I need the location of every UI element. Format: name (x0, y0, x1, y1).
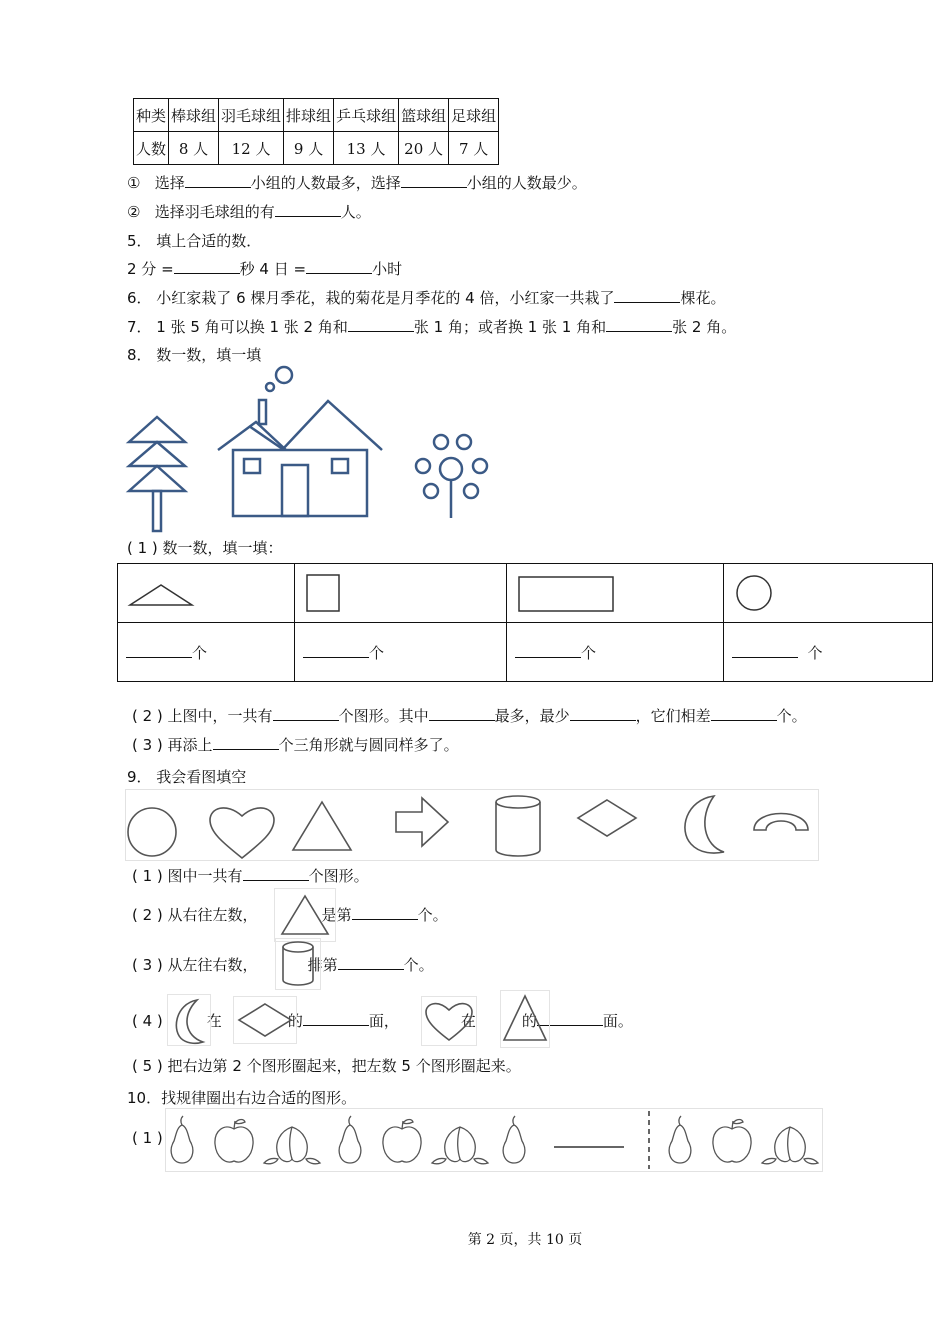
peach-icon (432, 1127, 488, 1164)
answer-blank[interactable] (306, 259, 372, 274)
text: 个。 (403, 956, 434, 974)
text: ，它们相差 (635, 707, 711, 725)
unit-label: 个 (581, 643, 597, 662)
shapes-strip-image (126, 790, 818, 860)
table-row (118, 564, 933, 623)
apple-icon (713, 1120, 751, 1163)
answer-blank[interactable] (303, 643, 369, 658)
unit-label: 个 (807, 643, 823, 662)
fruit-sequence-image (166, 1109, 822, 1171)
pear-icon (171, 1116, 193, 1163)
text: 张 1 角；或者换 1 张 1 角和 (413, 318, 607, 336)
answer-blank[interactable] (401, 173, 467, 188)
text: 排第 (307, 956, 338, 974)
square-icon (303, 571, 343, 615)
crescent-icon (685, 796, 724, 853)
answer-blank[interactable] (515, 643, 581, 658)
answer-blank[interactable] (213, 735, 279, 750)
table-cell: 9 人 (284, 132, 334, 165)
text: 6． 小红家栽了 6 棵月季花，栽的菊花是月季花的 4 倍，小红家一共栽了 (127, 289, 615, 307)
heart-icon (210, 808, 274, 858)
cylinder-icon (496, 796, 540, 856)
text: 最多，最少 (494, 707, 570, 725)
table-cell: 13 人 (334, 132, 399, 165)
table-row (134, 132, 499, 165)
unit-label: 个 (192, 643, 208, 662)
table-cell (724, 623, 933, 682)
triangle-icon (126, 575, 196, 611)
q9-s1 (132, 866, 369, 886)
answer-blank[interactable] (429, 706, 495, 721)
text: ( 2 ) 上图中，一共有 (132, 707, 273, 725)
table-cell (295, 623, 507, 682)
table-header-cell: 棒球组 (169, 99, 219, 132)
answer-blank[interactable] (606, 317, 672, 332)
table-cell (295, 564, 507, 623)
answer-blank[interactable] (348, 317, 414, 332)
q10-sub1: ( 1 ) (132, 1129, 163, 1147)
answer-blank[interactable] (273, 706, 339, 721)
table-header-cell: 乒乓球组 (334, 99, 399, 132)
table-cell: 人数 (134, 132, 169, 165)
text: 小时 (372, 260, 403, 278)
text: ( 2 ) 从右往左数， (132, 906, 258, 924)
text: 面， (368, 1012, 399, 1030)
item-marker: ② (127, 203, 141, 221)
rectangle-icon (515, 571, 619, 615)
pear-icon (669, 1116, 691, 1163)
item-marker: ① (127, 174, 141, 192)
table-cell (507, 564, 724, 623)
diamond-icon (578, 800, 636, 836)
house-icon (218, 367, 382, 516)
q5-line (127, 259, 402, 279)
circle-icon (128, 808, 176, 856)
text: 选择 (154, 174, 185, 192)
text: 7． 1 张 5 角可以换 1 张 2 角和 (127, 318, 348, 336)
circle-icon (732, 571, 776, 615)
text: 选择羽毛球组的有 (154, 203, 275, 221)
table-header-cell: 篮球组 (399, 99, 449, 132)
answer-blank[interactable] (338, 955, 404, 970)
q4-item2 (127, 202, 371, 222)
answer-blank[interactable] (711, 706, 777, 721)
peach-icon (264, 1127, 320, 1164)
text: 个三角形就与圆同样多了。 (278, 736, 459, 754)
table-cell (507, 623, 724, 682)
text: 个图形。 (308, 867, 369, 885)
answer-blank[interactable] (732, 643, 798, 658)
text: 个图形。其中 (338, 707, 429, 725)
triangle-icon (500, 990, 550, 1048)
answer-blank[interactable] (352, 905, 418, 920)
table-header-cell: 羽毛球组 (219, 99, 284, 132)
q10-sequence (165, 1108, 823, 1172)
heart-icon (421, 996, 477, 1046)
answer-blank[interactable] (185, 173, 251, 188)
table-cell: 20 人 (399, 132, 449, 165)
answer-blank[interactable] (275, 202, 341, 217)
answer-blank[interactable] (126, 643, 192, 658)
q8-sub1: ( 1 ) 数一数，填一填： (127, 539, 283, 557)
apple-icon (215, 1120, 253, 1163)
table-cell: 12 人 (219, 132, 284, 165)
text: ( 4 ) (132, 1012, 163, 1030)
table-header-cell: 种类 (134, 99, 169, 132)
text: 在 (460, 1012, 476, 1030)
q8-picture (120, 362, 500, 537)
triangle-icon (274, 888, 336, 942)
page-footer: 第 2 页，共 10 页 (467, 1232, 583, 1248)
q5-title: 5． 填上合适的数． (127, 232, 262, 250)
pear-icon (339, 1116, 361, 1163)
text: 小组的人数最少。 (466, 174, 587, 192)
answer-blank[interactable] (614, 288, 680, 303)
table-header-row (134, 99, 499, 132)
text: 张 2 角。 (672, 318, 737, 336)
answer-blank[interactable] (174, 259, 240, 274)
q4-item1 (127, 173, 587, 193)
diamond-icon (233, 996, 297, 1044)
table-cell (118, 564, 295, 623)
table-cell: 7 人 (449, 132, 499, 165)
text: 是第 (321, 906, 352, 924)
q9-title: 9． 我会看图填空 (127, 768, 247, 786)
text: ( 3 ) 从左往右数， (132, 956, 258, 974)
text: 2 分 = (127, 260, 174, 278)
unit-label: 个 (369, 643, 385, 662)
text: 面。 (602, 1012, 633, 1030)
peach-icon (762, 1127, 818, 1164)
arrow-icon (396, 798, 448, 846)
answer-blank[interactable] (303, 1011, 369, 1026)
q8-sub3 (132, 735, 459, 755)
text: 的 (521, 1012, 537, 1030)
q9-shapes-strip (125, 789, 819, 861)
sports-group-table (133, 98, 499, 165)
q10-title: 10．找规律圈出右边合适的图形。 (127, 1089, 357, 1107)
text: ( 1 ) 图中一共有 (132, 867, 243, 885)
q7 (127, 317, 736, 337)
text: 秒 4 日 = (239, 260, 307, 278)
text: 小组的人数最多，选择 (250, 174, 401, 192)
text: 个。 (417, 906, 448, 924)
q8-title: 8． 数一数，填一填 (127, 346, 262, 364)
table-cell (724, 564, 933, 623)
table-cell: 8 人 (169, 132, 219, 165)
apple-icon (383, 1120, 421, 1163)
text: 的 (287, 1012, 303, 1030)
cylinder-icon (275, 938, 321, 990)
answer-blank[interactable] (570, 706, 636, 721)
answer-blank[interactable] (243, 866, 309, 881)
q8-sub2 (132, 706, 807, 726)
table-header-cell: 足球组 (449, 99, 499, 132)
table-header-cell: 排球组 (284, 99, 334, 132)
text: 个。 (776, 707, 807, 725)
text: ( 3 ) 再添上 (132, 736, 213, 754)
tree-icon (129, 417, 185, 531)
crescent-icon (167, 994, 211, 1046)
q6 (127, 288, 726, 308)
text: 在 (206, 1012, 222, 1030)
triangle-icon (293, 802, 351, 850)
text: 人。 (340, 203, 371, 221)
text: 棵花。 (680, 289, 726, 307)
arch-icon (754, 814, 808, 831)
pear-icon (503, 1116, 525, 1163)
q9-s5: ( 5 ) 把右边第 2 个图形圈起来，把左数 5 个图形圈起来。 (132, 1057, 521, 1075)
flower-icon (416, 435, 487, 518)
shape-count-table (117, 563, 933, 682)
table-cell (118, 623, 295, 682)
table-row (118, 623, 933, 682)
